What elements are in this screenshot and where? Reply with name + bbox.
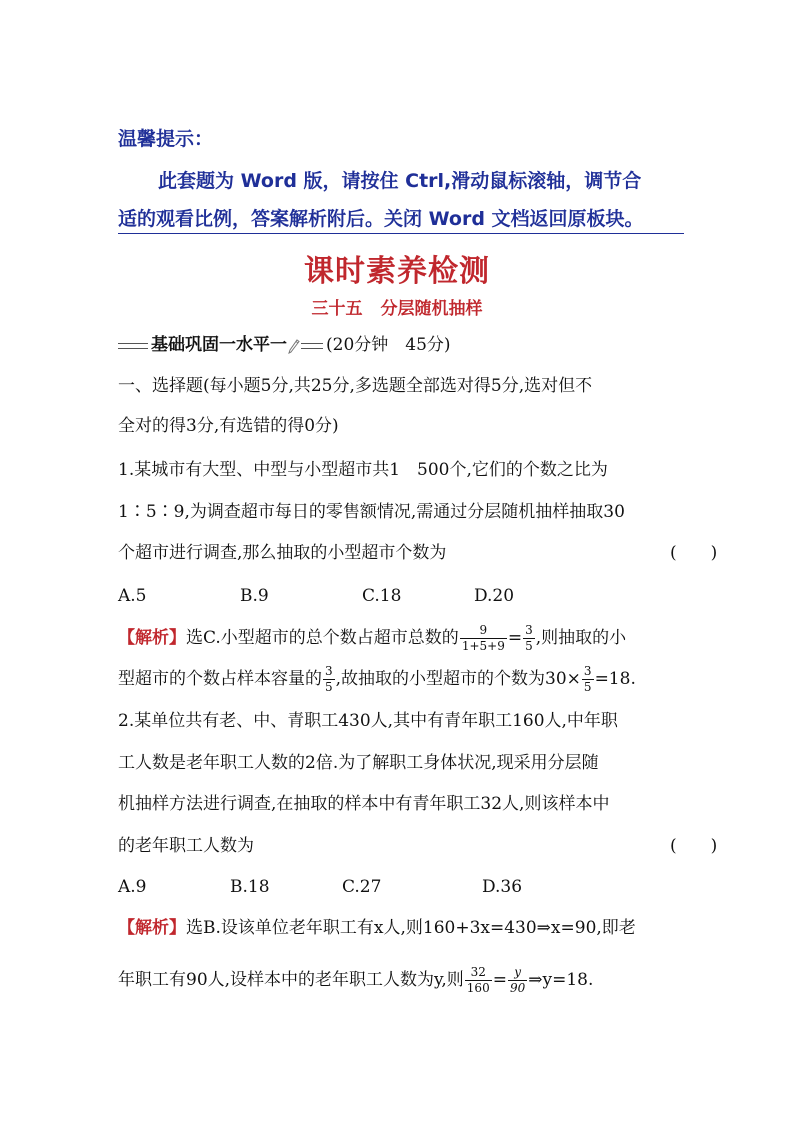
page-title: 课时素养检测: [304, 254, 490, 289]
q2-answer-paren: ( ): [670, 836, 718, 856]
q2-line-3: 机抽样方法进行调查,在抽取的样本中有青年职工32人,则该样本中: [118, 794, 610, 814]
q2-option-d: D.36: [482, 877, 523, 897]
fraction: $\frac{3}{5}$: [525, 623, 533, 653]
fraction: $\frac{32}{160}$: [466, 965, 490, 995]
q2-analysis-text: 选B.设该单位老年职工有x人,则160+3x=430⇒x=90,即老: [186, 918, 636, 938]
instruction-line-1: 一、选择题(每小题5分,共25分,多选题全部选对得5分,选对但不: [118, 376, 593, 396]
level-label: 基础巩固一水平一: [151, 335, 287, 355]
level-header: [118, 337, 451, 354]
instruction-line-2: 全对的得3分,有选错的得0分): [118, 416, 339, 436]
q1-analysis-line-2: 型超市的个数占样本容量的 $\frac{3}{5}$ ,故抽取的小型超市的个数为30× $\frac{3}{5}$ =18.: [118, 664, 636, 694]
q2-option-c: C.27: [342, 877, 382, 897]
fraction: $\frac{3}{5}$: [325, 664, 333, 694]
q2-option-a: A.9: [118, 877, 147, 897]
q2-option-b: B.18: [230, 877, 270, 897]
q2-analysis-line-2: 年职工有90人,设样本中的老年职工人数为y,则 $\frac{32}{160}$ = $\frac{y}{90}$ ⇒y=18.: [118, 965, 594, 995]
pencil-icon: [288, 338, 300, 354]
double-line-decoration: [301, 343, 323, 349]
analysis-label: 【解析】: [118, 918, 186, 938]
tip-line-1: 此套题为 Word 版，请按住 Ctrl,滑动鼠标滚轴，调节合: [158, 170, 642, 192]
q2-line-4: 的老年职工人数为: [118, 836, 254, 856]
fraction: $\frac{9}{1+5+9}$: [461, 623, 505, 653]
q2-line-1: 2.某单位共有老、中、青职工430人,其中有青年职工160人,中年职: [118, 711, 618, 731]
q1-option-c: C.18: [362, 586, 402, 606]
q1-option-d: D.20: [474, 586, 515, 606]
tip-underline: [118, 233, 684, 234]
q1-analysis-text: ,则抽取的小: [535, 628, 627, 648]
tip-title: 温馨提示：: [118, 128, 214, 150]
q2-analysis-line-1: [118, 920, 636, 937]
q1-analysis-text: 选C.小型超市的总个数占超市总数的: [186, 628, 459, 648]
fraction: $\frac{3}{5}$: [583, 664, 592, 694]
q1-analysis-line-1: 【解析】选C.小型超市的总个数占超市总数的 $\frac{9}{1+5+9}$ = $\frac{3}{5}$ ,则抽取的小: [118, 623, 627, 653]
q1-answer-paren: ( ): [670, 543, 718, 563]
q1-option-a: A.5: [118, 586, 147, 606]
q1-line-2: 1∶5∶9,为调查超市每日的零售额情况,需通过分层随机抽样抽取30: [118, 502, 625, 522]
time-score: (20分钟 45分): [326, 335, 451, 355]
analysis-label: 【解析】: [118, 628, 186, 648]
q1-line-3: 个超市进行调查,那么抽取的小型超市个数为: [118, 543, 447, 563]
double-line-decoration: [118, 343, 148, 349]
tip-line-2: 适的观看比例，答案解析附后。关闭 Word 文档返回原板块。: [118, 208, 644, 230]
fraction: $\frac{y}{90}$: [509, 965, 526, 995]
lesson-subtitle: [0, 294, 794, 319]
lesson-number: 三十五: [311, 299, 363, 319]
lesson-topic: 分层随机抽样: [380, 299, 483, 319]
q1-option-b: B.9: [240, 586, 269, 606]
q2-line-2: 工人数是老年职工人数的2倍.为了解职工身体状况,现采用分层随: [118, 753, 599, 773]
q1-line-1: 1.某城市有大型、中型与小型超市共1 500个,它们的个数之比为: [118, 460, 608, 480]
